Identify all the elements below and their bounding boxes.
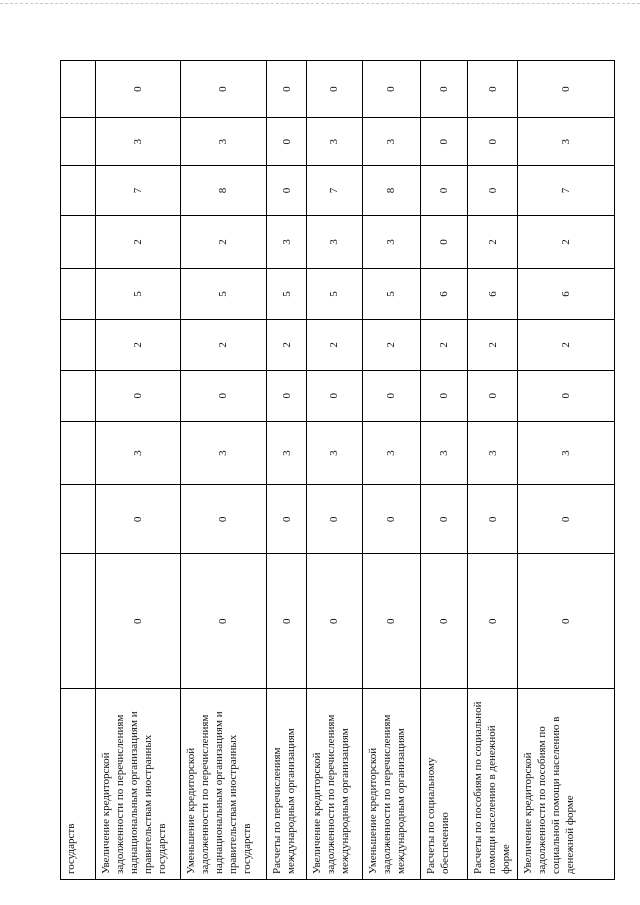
code-digit-cell: 3 — [307, 215, 362, 268]
code-digit-cell: 0 — [307, 485, 362, 554]
code-digit-cell: 2 — [420, 319, 467, 370]
code-digit-cell: 0 — [180, 61, 266, 118]
code-digit-cell: 0 — [180, 370, 266, 421]
code-digit-cell: 3 — [180, 118, 266, 166]
code-digit-cell: 7 — [518, 166, 615, 216]
code-digit-cell: 8 — [180, 166, 266, 216]
code-digit-cell: 0 — [420, 554, 467, 689]
code-digit-cell: 0 — [267, 118, 307, 166]
code-digit-cell — [61, 61, 96, 118]
code-digit-cell: 2 — [468, 215, 518, 268]
table-row — [61, 61, 96, 880]
code-digit-cell: 0 — [518, 485, 615, 554]
code-digit-cell: 0 — [468, 118, 518, 166]
table-row — [267, 61, 307, 880]
code-digit-cell: 0 — [468, 485, 518, 554]
code-digit-cell: 2 — [180, 215, 266, 268]
table-row — [180, 61, 266, 880]
code-digit-cell: 0 — [96, 61, 180, 118]
code-digit-cell: 2 — [180, 319, 266, 370]
code-digit-cell: 0 — [307, 554, 362, 689]
code-digit-cell: 0 — [267, 554, 307, 689]
code-digit-cell: 3 — [180, 421, 266, 485]
code-digit-cell: 3 — [267, 215, 307, 268]
code-digit-cell: 0 — [362, 370, 420, 421]
code-digit-cell: 0 — [96, 554, 180, 689]
code-digit-cell: 0 — [468, 554, 518, 689]
code-digit-cell: 0 — [267, 485, 307, 554]
code-digit-cell — [61, 166, 96, 216]
code-digit-cell: 0 — [420, 118, 467, 166]
code-digit-cell: 7 — [307, 166, 362, 216]
code-digit-cell: 3 — [96, 118, 180, 166]
accounts-table — [60, 60, 615, 880]
code-digit-cell: 3 — [518, 118, 615, 166]
table-row — [518, 61, 615, 880]
table-body — [61, 61, 615, 880]
code-digit-cell: 0 — [468, 166, 518, 216]
code-digit-cell: 0 — [420, 485, 467, 554]
code-digit-cell: 0 — [96, 485, 180, 554]
code-digit-cell: 3 — [267, 421, 307, 485]
table-row — [96, 61, 180, 880]
code-digit-cell: 3 — [468, 421, 518, 485]
rotated-page-area — [60, 60, 615, 880]
row-name-cell: Расчеты по социальному обеспечению — [420, 689, 467, 880]
table-row — [420, 61, 467, 880]
code-digit-cell: 0 — [307, 370, 362, 421]
code-digit-cell: 6 — [420, 268, 467, 319]
code-digit-cell: 0 — [267, 61, 307, 118]
code-digit-cell: 6 — [468, 268, 518, 319]
code-digit-cell: 3 — [420, 421, 467, 485]
code-digit-cell: 0 — [420, 61, 467, 118]
code-digit-cell — [61, 554, 96, 689]
code-digit-cell: 3 — [96, 421, 180, 485]
code-digit-cell: 6 — [518, 268, 615, 319]
code-digit-cell: 7 — [96, 166, 180, 216]
code-digit-cell: 2 — [307, 319, 362, 370]
table-row — [362, 61, 420, 880]
code-digit-cell: 2 — [468, 319, 518, 370]
code-digit-cell: 2 — [518, 319, 615, 370]
code-digit-cell: 0 — [362, 485, 420, 554]
code-digit-cell: 5 — [96, 268, 180, 319]
code-digit-cell: 0 — [420, 215, 467, 268]
code-digit-cell: 5 — [362, 268, 420, 319]
code-digit-cell: 3 — [307, 118, 362, 166]
code-digit-cell: 8 — [362, 166, 420, 216]
code-digit-cell — [61, 268, 96, 319]
code-digit-cell: 0 — [267, 370, 307, 421]
code-digit-cell — [61, 421, 96, 485]
rotated-content — [60, 60, 615, 880]
code-digit-cell: 0 — [420, 370, 467, 421]
code-digit-cell: 0 — [518, 370, 615, 421]
code-digit-cell: 2 — [96, 215, 180, 268]
code-digit-cell: 5 — [267, 268, 307, 319]
code-digit-cell: 5 — [307, 268, 362, 319]
code-digit-cell: 0 — [307, 61, 362, 118]
code-digit-cell: 2 — [362, 319, 420, 370]
code-digit-cell: 0 — [267, 166, 307, 216]
code-digit-cell — [61, 485, 96, 554]
code-digit-cell: 3 — [307, 421, 362, 485]
code-digit-cell: 2 — [267, 319, 307, 370]
code-digit-cell: 3 — [518, 421, 615, 485]
code-digit-cell — [61, 370, 96, 421]
code-digit-cell — [61, 118, 96, 166]
code-digit-cell: 2 — [96, 319, 180, 370]
row-name-cell: Увеличение кредиторской задолженности по перечислениям наднациональным организациям и правительствам иностранных государств — [96, 689, 180, 880]
row-name-cell: Уменьшение кредиторской задолженности по перечислениям наднациональным организациям и правительствам иностранных государств — [180, 689, 266, 880]
code-digit-cell: 3 — [362, 215, 420, 268]
code-digit-cell: 0 — [362, 61, 420, 118]
code-digit-cell: 0 — [468, 370, 518, 421]
code-digit-cell: 0 — [180, 554, 266, 689]
code-digit-cell: 0 — [468, 61, 518, 118]
table-row — [307, 61, 362, 880]
code-digit-cell: 3 — [362, 421, 420, 485]
row-name-cell: Расчеты по пособиям по социальной помощи населению в денежной форме — [468, 689, 518, 880]
code-digit-cell: 0 — [518, 554, 615, 689]
row-name-cell: Увеличение кредиторской задолженности по перечислениям международным организациям — [307, 689, 362, 880]
code-digit-cell: 3 — [362, 118, 420, 166]
code-digit-cell: 0 — [96, 370, 180, 421]
code-digit-cell: 0 — [420, 166, 467, 216]
code-digit-cell: 0 — [362, 554, 420, 689]
code-digit-cell — [61, 319, 96, 370]
code-digit-cell: 2 — [518, 215, 615, 268]
code-digit-cell: 5 — [180, 268, 266, 319]
code-digit-cell: 0 — [518, 61, 615, 118]
row-name-cell: Увеличение кредиторской задолженности по пособиям по социальной помощи населению в денежной форме — [518, 689, 615, 880]
code-digit-cell — [61, 215, 96, 268]
code-digit-cell: 0 — [180, 485, 266, 554]
row-name-cell: государств — [61, 689, 96, 880]
table-row — [468, 61, 518, 880]
row-name-cell: Расчеты по перечислениям международным организациям — [267, 689, 307, 880]
scan-edge-line — [0, 3, 640, 4]
row-name-cell: Уменьшение кредиторской задолженности по перечислениям международным организациям — [362, 689, 420, 880]
